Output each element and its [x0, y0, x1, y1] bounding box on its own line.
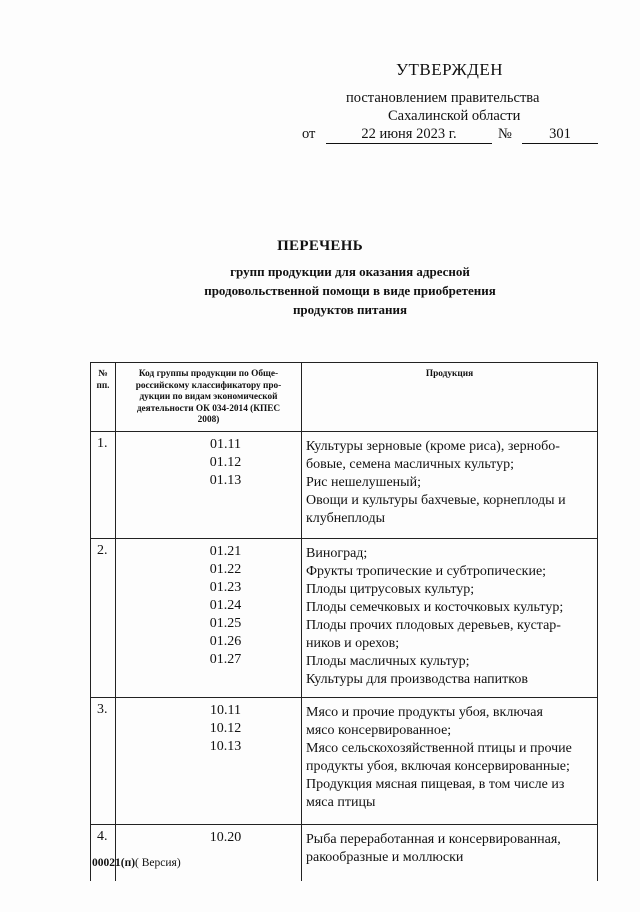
code-item: 10.20	[209, 829, 242, 845]
header-code-line: деятельности ОК 034-2014 (КПЕС	[136, 403, 281, 414]
code-item: 01.26	[209, 633, 242, 649]
table-header-row	[91, 363, 598, 432]
product-line: мясо консервированное;	[306, 722, 452, 738]
product-line: клубнеплоды	[306, 510, 386, 526]
product-line: Фрукты тропические и субтропические;	[306, 563, 547, 579]
footer-version: ( Версия)	[135, 857, 181, 869]
code-item: 01.13	[209, 472, 242, 488]
product-line: Продукция мясная пищевая, в том числе из	[306, 776, 565, 792]
header-code-line: Код группы продукции по Обще-	[138, 369, 279, 379]
product-line: Плоды цитрусовых культур;	[306, 581, 475, 597]
header-number	[91, 363, 116, 432]
row-codes	[116, 824, 302, 881]
row-number: 2.	[91, 538, 116, 697]
row-products	[302, 538, 598, 697]
document-footer-code	[92, 857, 181, 869]
product-line: Виноград;	[306, 545, 368, 561]
document-title: ПЕРЕЧЕНЬ	[277, 238, 363, 254]
subtitle-line: продовольственной помощи в виде приобретения	[204, 283, 496, 298]
document-subtitle	[140, 262, 560, 319]
header-number-line: №	[98, 369, 108, 379]
code-item: 10.11	[210, 702, 241, 718]
code-item: 01.27	[209, 651, 242, 667]
header-product	[302, 363, 598, 432]
header-code-line: 2008)	[197, 415, 220, 425]
product-line: Мясо сельскохозяйственной птицы и прочие	[306, 740, 572, 756]
code-item: 01.23	[209, 579, 242, 595]
subtitle-line: продуктов питания	[292, 302, 408, 317]
row-number: 3.	[91, 697, 116, 824]
code-item: 01.11	[210, 436, 241, 452]
approval-number: 301	[522, 126, 598, 144]
approval-line-region: Сахалинской области	[388, 108, 521, 124]
header-product-label: Продукция	[425, 369, 474, 379]
product-line: ракообразные и моллюски	[306, 849, 464, 865]
table-row	[91, 538, 598, 697]
product-line: Рис нешелушеный;	[306, 474, 421, 490]
header-code-line: дукции по видам экономической	[139, 392, 278, 402]
header-code	[116, 363, 302, 432]
row-number: 1.	[91, 431, 116, 538]
code-item: 01.22	[209, 561, 242, 577]
date-prefix: от	[302, 126, 316, 142]
subtitle-line: групп продукции для оказания адресной	[230, 264, 470, 279]
code-item: 01.24	[209, 597, 242, 613]
product-line: бовые, семена масличных культур;	[306, 456, 514, 472]
product-line: Плоды семечковых и косточковых культур;	[306, 599, 564, 615]
product-line: Плоды прочих плодовых деревьев, кустар-	[306, 617, 561, 633]
footer-code: 00021(п)	[92, 857, 136, 869]
product-line: Рыба переработанная и консервированная,	[306, 831, 561, 847]
approval-title: УТВЕРЖДЕН	[396, 60, 503, 79]
code-item: 01.21	[209, 543, 242, 559]
header-number-line: пп.	[96, 380, 110, 391]
row-number: 4.	[91, 824, 116, 881]
code-item: 10.13	[209, 738, 242, 754]
row-codes	[116, 538, 302, 697]
header-code-line: российскому классификатору про-	[135, 380, 282, 391]
product-line: мяса птицы	[306, 794, 376, 810]
approval-date: 22 июня 2023 г.	[326, 126, 492, 144]
product-line: Мясо и прочие продукты убоя, включая	[306, 704, 543, 720]
row-products	[302, 431, 598, 538]
row-codes	[116, 697, 302, 824]
product-line: продукты убоя, включая консервированные;	[306, 758, 570, 774]
row-codes	[116, 431, 302, 538]
code-item: 01.25	[209, 615, 242, 631]
code-item: 10.12	[209, 720, 242, 736]
product-line: Овощи и культуры бахчевые, корнеплоды и	[306, 492, 566, 508]
product-line: Культуры для производства напитков	[306, 671, 528, 687]
product-groups-table	[90, 362, 598, 881]
table-row	[91, 431, 598, 538]
number-sign: №	[498, 126, 512, 142]
code-item: 01.12	[209, 454, 242, 470]
table-row	[91, 697, 598, 824]
product-line: Культуры зерновые (кроме риса), зернобо-	[306, 438, 560, 454]
approval-date-row	[300, 126, 600, 148]
approval-line-decree: постановлением правительства	[346, 90, 540, 106]
product-line: ников и орехов;	[306, 635, 400, 651]
row-products	[302, 824, 598, 881]
product-line: Плоды масличных культур;	[306, 653, 470, 669]
table-row	[91, 824, 598, 881]
row-products	[302, 697, 598, 824]
